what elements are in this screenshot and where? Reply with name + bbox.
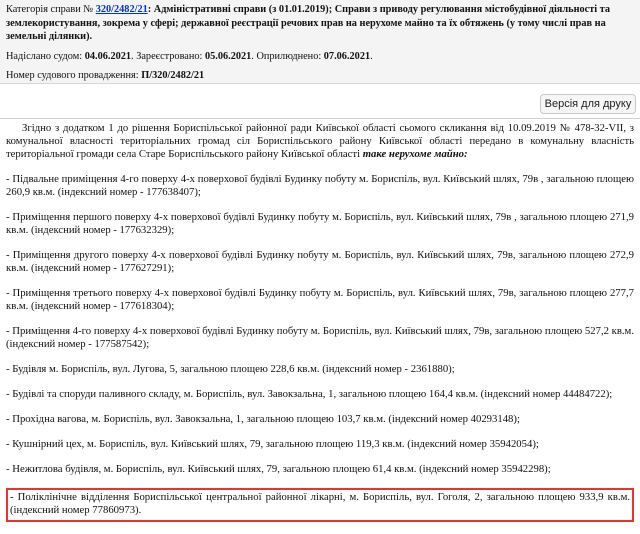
property-item: - Прохідна вагова, м. Бориспіль, вул. Завокзальна, 1, загальною площею 103,7 кв.м. (індексний номер 40293148); xyxy=(6,413,520,425)
print-version-button[interactable]: Версія для друку xyxy=(540,94,636,114)
highlighted-property-item: - Поліклінічне відділення Бориспільської центральної районної лікарні, м. Бориспіль, вул. Гоголя, 2, загальною площею 933,9 кв.м. (індексний номер 77860973). xyxy=(6,488,634,522)
property-item: - Будівля м. Бориспіль, вул. Лугова, 5, загальною площею 228,6 кв.м. (індексний номер - 2361880); xyxy=(6,363,455,375)
property-item: - Приміщення 4-го поверху 4-х поверхової будівлі Будинку побуту м. Бориспіль, вул. Київський шлях, 79в, загальною площею 527,2 кв.м. (індексний номер - 177587542); xyxy=(6,325,634,350)
property-item: - Приміщення другого поверху 4-х поверхової будівлі Будинку побуту м. Бориспіль, вул. Київський шлях, 79в, загальною площею 272,9 кв.м. (індексний номер - 177627291); xyxy=(6,249,634,274)
category-label: Категорія справи № xyxy=(6,4,96,15)
case-dates: Надіслано судом: 04.06.2021. Зареєстровано: 05.06.2021. Оприлюднено: 07.06.2021. xyxy=(6,50,373,62)
proceeding-number-row xyxy=(6,69,634,83)
document-body xyxy=(0,118,640,516)
category-text: : Адміністративні справи (з 01.01.2019); Справи з приводу регулювання містобудівної діяльності та землекористування, зокрема у сфері; державної реєстрації речових прав на нерухоме майно та їх обтяжень (у тому числі прав на земельні ділянки). xyxy=(6,4,611,43)
sent-date: 04.06.2021 xyxy=(84,50,132,62)
registered-date: 05.06.2021 xyxy=(204,50,252,62)
published-date: 07.06.2021 xyxy=(323,50,371,62)
property-item: - Будівлі та споруди паливного складу, м. Бориспіль, вул. Завокзальна, 1, загальною площею 164,4 кв.м. (індексний номер 44484722); xyxy=(6,388,613,400)
sent-label: Надіслано судом: xyxy=(6,50,85,62)
property-item: - Кушнірний цех, м. Бориспіль, вул. Київський шлях, 79, загальною площею 119,3 кв.м. (індексний номер 35942054); xyxy=(6,438,539,450)
property-item: - Приміщення першого поверху 4-х поверхової будівлі Будинку побуту м. Бориспіль, вул. Київський шлях, 79в , загальною площею 271,9 кв.м. (індексний номер - 177632329); xyxy=(6,211,634,236)
case-number-link[interactable]: 320/2482/21 xyxy=(95,4,148,15)
proceeding-label: Номер судового провадження: xyxy=(6,70,142,82)
property-item: - Приміщення третього поверху 4-х поверхової будівлі Будинку побуту м. Бориспіль, вул. Київський шлях, 79в, загальною площею 277,7 кв.м. (індексний номер - 177618304); xyxy=(6,287,634,312)
case-category xyxy=(6,3,634,44)
case-metadata xyxy=(0,0,640,84)
property-item: - Підвальне приміщення 4-го поверху 4-х поверхової будівлі Будинку побуту м. Бориспіль, вул. Київський шлях, 79в , загальною площею 260,9 кв.м. (індексний номер - 177638407); xyxy=(6,173,634,198)
intro-paragraph xyxy=(6,122,634,161)
intro-emphasis: таке нерухоме майно: xyxy=(362,148,468,160)
published-label: Оприлюднено: xyxy=(256,50,324,62)
property-list xyxy=(6,173,634,476)
registered-label: Зареєстровано: xyxy=(136,50,205,62)
property-item: - Нежитлова будівля, м. Бориспіль, вул. Київський шлях, 79, загальною площею 61,4 кв.м. (індексний номер 35942298); xyxy=(6,463,551,475)
intro-text: Згідно з додатком 1 до рішення Бориспільської районної ради Київської області сьомого скликання від 10.09.2019 № 478-32-VII, з комунальної власності територіальних громад сіл Бориспільського району Київської області передано в комунальну власність територіальної громади села Старе Бориспільського району Київської області xyxy=(6,122,634,160)
proceeding-number: П/320/2482/21 xyxy=(141,70,205,82)
document-text xyxy=(6,122,634,534)
